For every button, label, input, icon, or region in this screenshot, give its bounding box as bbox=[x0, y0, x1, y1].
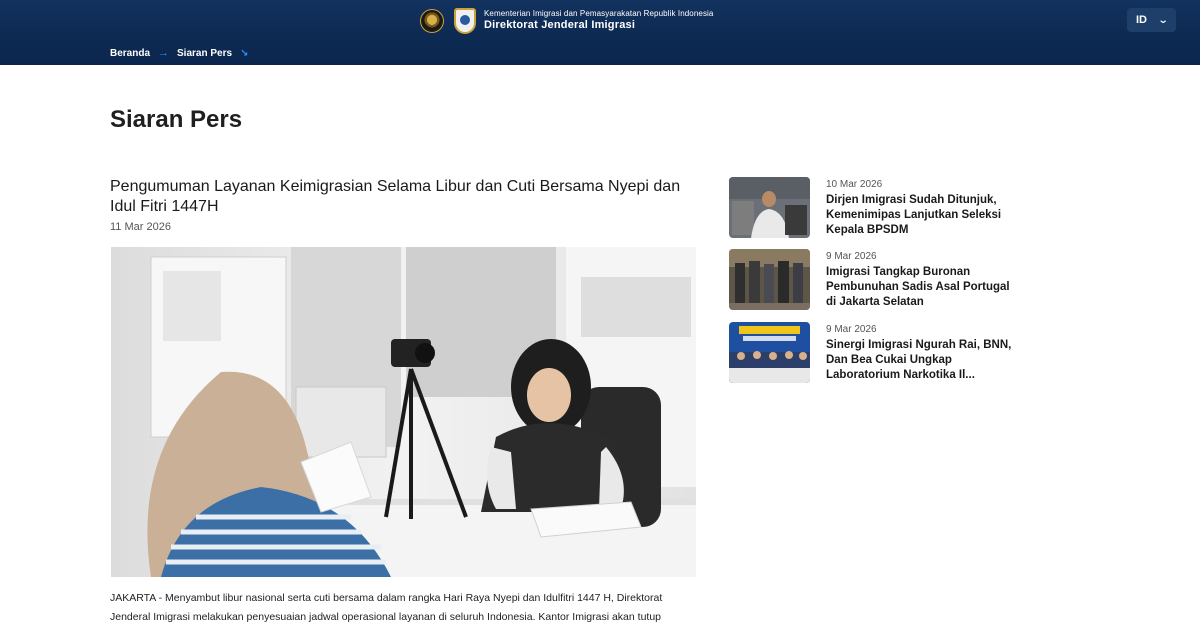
chevron-down-icon: ⌄ bbox=[1157, 14, 1169, 26]
side-article[interactable] bbox=[729, 322, 1029, 384]
thumbnail-photo bbox=[729, 322, 810, 383]
side-article[interactable] bbox=[729, 249, 1029, 311]
side-article-thumbnail[interactable] bbox=[729, 177, 810, 238]
side-article-date: 9 Mar 2026 bbox=[826, 324, 877, 335]
header-logos[interactable] bbox=[420, 8, 476, 34]
immigration-shield-logo bbox=[454, 8, 476, 34]
language-selector[interactable] bbox=[1127, 8, 1176, 32]
thumbnail-photo bbox=[729, 177, 810, 238]
side-article[interactable] bbox=[729, 177, 1029, 239]
main-article-image[interactable] bbox=[111, 247, 696, 577]
language-label: ID bbox=[1136, 14, 1147, 26]
arrow-down-right-icon: ↘ bbox=[240, 47, 249, 59]
arrow-right-icon: → bbox=[158, 47, 170, 59]
side-article-date: 10 Mar 2026 bbox=[826, 179, 883, 190]
ministry-name: Kementerian Imigrasi dan Pemasyarakatan Republik Indonesia bbox=[484, 9, 714, 18]
side-article-title[interactable]: Imigrasi Tangkap Buronan Pembunuhan Sadis Asal Portugal di Jakarta Selatan bbox=[826, 266, 1010, 308]
main-article-date: 11 Mar 2026 bbox=[110, 221, 171, 233]
side-article-thumbnail[interactable] bbox=[729, 249, 810, 310]
directorate-name: Direktorat Jenderal Imigrasi bbox=[484, 19, 636, 31]
main-article-title[interactable]: Pengumuman Layanan Keimigrasian Selama Libur dan Cuti Bersama Nyepi dan Idul Fitri 1447H bbox=[110, 178, 681, 215]
main-article-excerpt: JAKARTA - Menyambut libur nasional serta cuti bersama dalam rangka Hari Raya Nyepi dan Idulfitri 1447 H, Direktorat Jenderal Imigrasi melakukan penyesuaian jadwal operasional layanan di seluruh Indonesia. Kantor Imigrasi akan tutup bbox=[110, 592, 663, 623]
organization-name[interactable] bbox=[484, 10, 713, 31]
breadcrumb-home-link[interactable]: Beranda bbox=[110, 47, 151, 59]
side-article-date: 9 Mar 2026 bbox=[826, 251, 877, 262]
photo-illustration bbox=[111, 247, 696, 577]
page-title: Siaran Pers bbox=[110, 106, 243, 133]
garuda-emblem-logo bbox=[420, 9, 444, 33]
thumbnail-photo bbox=[729, 249, 810, 310]
site-header bbox=[0, 0, 1200, 65]
breadcrumb bbox=[110, 47, 248, 59]
breadcrumb-current: Siaran Pers bbox=[177, 47, 233, 59]
side-article-title[interactable]: Dirjen Imigrasi Sudah Ditunjuk, Kemenimipas Lanjutkan Seleksi Kepala BPSDM bbox=[826, 194, 1002, 236]
side-article-title[interactable]: Sinergi Imigrasi Ngurah Rai, BNN, Dan Bea Cukai Ungkap Laboratorium Narkotika Il... bbox=[826, 339, 1012, 381]
side-article-thumbnail[interactable] bbox=[729, 322, 810, 383]
